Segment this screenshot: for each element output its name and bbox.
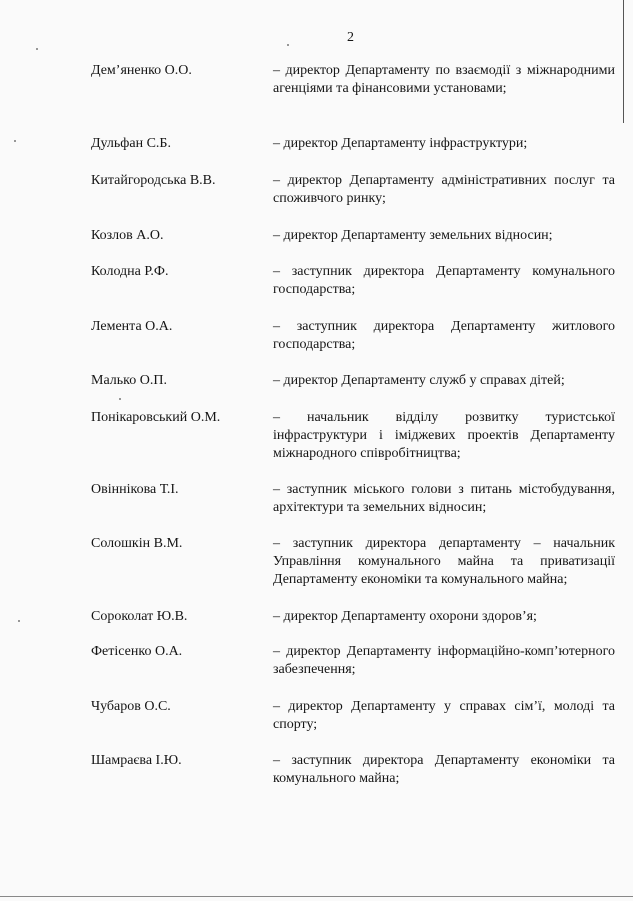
position-description: – директор Департаменту у справах сім’ї, молоді та спорту; (273, 699, 615, 732)
person-name: Лемента О.А. (91, 319, 173, 334)
page-number: 2 (347, 30, 354, 45)
scan-speck (36, 48, 38, 50)
position-description: – директор Департаменту по взаємодії з міжнародними агенціями та фінансовими установами; (273, 63, 615, 96)
position-description: – заступник директора Департаменту житлового господарства; (273, 319, 615, 352)
person-name: Колодна Р.Ф. (91, 264, 169, 279)
scan-speck (14, 140, 16, 142)
person-name: Понікаровський О.М. (91, 410, 221, 425)
position-description: – директор Департаменту охорони здоров’я; (273, 609, 537, 624)
person-name: Козлов А.О. (91, 228, 164, 243)
person-name: Овіннікова Т.І. (91, 482, 179, 497)
person-name: Фетісенко О.А. (91, 644, 183, 659)
scan-speck (287, 44, 289, 46)
position-description: – заступник директора Департаменту економіки та комунального майна; (273, 753, 615, 786)
scan-bottom-line (0, 896, 633, 897)
scan-speck (18, 620, 20, 622)
scan-edge-line (623, 0, 624, 123)
person-name: Солошкін В.М. (91, 536, 183, 551)
position-description: – директор Департаменту земельних відносин; (273, 228, 553, 243)
person-name: Шамраєва І.Ю. (91, 753, 182, 768)
scan-speck (119, 398, 121, 400)
position-description: – директор Департаменту інформаційно-комп’ютерного забезпечення; (273, 644, 615, 677)
person-name: Дем’яненко О.О. (91, 63, 192, 78)
position-description: – заступник міського голови з питань містобудування, архітектури та земельних відносин; (273, 482, 615, 515)
position-description: – заступник директора департаменту – начальник Управління комунального майна та приватизації Департаменту економіки та комунального майна; (273, 536, 615, 587)
position-description: – директор Департаменту служб у справах дітей; (273, 373, 565, 388)
person-name: Дульфан С.Б. (91, 136, 171, 151)
position-description: – директор Департаменту інфраструктури; (273, 136, 528, 151)
position-description: – заступник директора Департаменту комунального господарства; (273, 264, 615, 297)
person-name: Малько О.П. (91, 373, 167, 388)
person-name: Чубаров О.С. (91, 699, 171, 714)
position-description: – директор Департаменту адміністративних послуг та споживчого ринку; (273, 173, 615, 206)
person-name: Китайгородська В.В. (91, 173, 216, 188)
person-name: Сороколат Ю.В. (91, 609, 188, 624)
position-description: – начальник відділу розвитку туристської інфраструктури і іміджевих проектів Департаменту міжнародного співробітництва; (273, 410, 615, 461)
